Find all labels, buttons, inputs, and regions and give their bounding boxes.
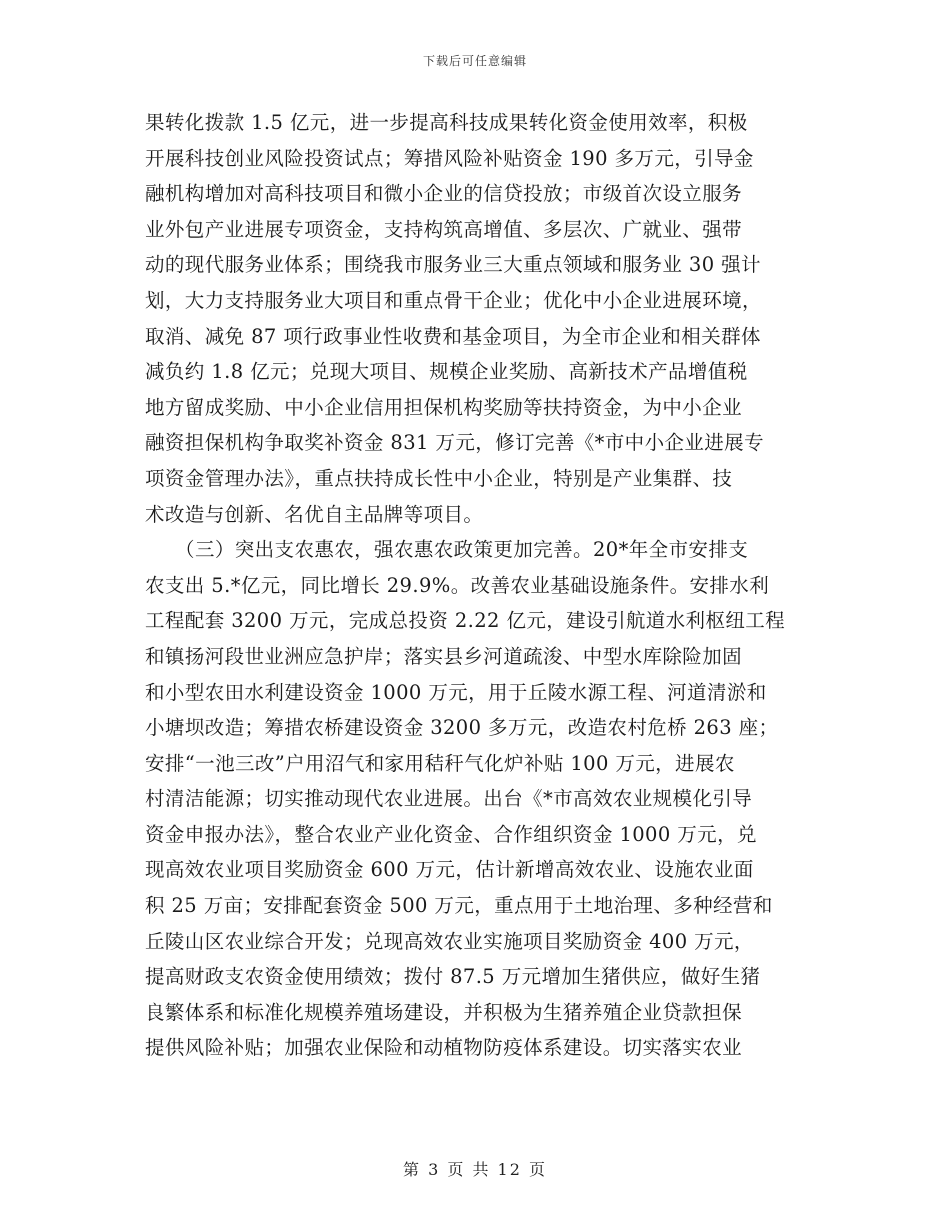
header-note: 下载后可任意编辑 [422, 54, 527, 68]
text-line: 划，大力支持服务业大项目和重点骨干企业；优化中小企业进展环境， [145, 288, 762, 312]
text-line: 项资金管理办法》，重点扶持成长性中小企业，特别是产业集群、技 [145, 466, 733, 490]
text-line: 良繁体系和标准化规模养殖场建设，并积极为生猪养殖企业贷款担保 [145, 1000, 743, 1024]
text-line: 丘陵山区农业综合开发；兑现高效农业实施项目奖励资金 400 万元， [145, 929, 754, 953]
text-line: （三）突出支农惠农，强农惠农政策更加完善。20*年全市安排支 [145, 538, 749, 562]
text-line: 果转化拨款 1.5 亿元，进一步提高科技成果转化资金使用效率，积极 [145, 111, 748, 134]
text-line: 农支出 5.*亿元，同比增长 29.9%。改善农业基础设施条件。安排水利 [145, 573, 770, 597]
text-line: 地方留成奖励、中小企业信用担保机构奖励等扶持资金，为中小企业 [145, 395, 743, 419]
text-line: 提供风险补贴；加强农业保险和动植物防疫体系建设。切实落实农业 [145, 1036, 743, 1060]
text-line: 提高财政支农资金使用绩效；拨付 87.5 万元增加生猪供应，做好生猪 [145, 965, 761, 989]
text-line: 动的现代服务业体系；围绕我市服务业三大重点领域和服务业 30 强计 [145, 253, 761, 277]
text-line: 资金申报办法》，整合农业产业化资金、合作组织资金 1000 万元，兑 [145, 822, 757, 846]
text-line: 取消、减免 87 项行政事业性收费和基金项目，为全市企业和相关群体 [145, 324, 761, 348]
text-line: 业外包产业进展专项资金，支持构筑高增值、多层次、广就业、强带 [145, 217, 743, 241]
text-line: 工程配套 3200 万元，完成总投资 2.22 亿元，建设引航道水利枢纽工程 [145, 609, 786, 633]
text-line: 术改造与创新、名优自主品牌等项目。 [145, 502, 484, 526]
text-line: 现高效农业项目奖励资金 600 万元，估计新增高效农业、设施农业面 [145, 858, 754, 882]
document-body [145, 105, 815, 1066]
text-line: 村清洁能源；切实推动现代农业进展。出台《*市高效农业规模化引导 [145, 787, 753, 811]
page-number: 第 3 页 共 12 页 [403, 1160, 547, 1179]
text-line: 积 25 万亩；安排配套资金 500 万元，重点用于土地治理、多种经营和 [145, 894, 773, 918]
text-line: 小塘坝改造；筹措农桥建设资金 3200 多万元，改造农村危桥 263 座； [145, 716, 779, 740]
text-line: 和镇扬河段世业洲应急护岸；落实县乡河道疏浚、中型水库除险加固 [145, 644, 743, 668]
text-line: 融机构增加对高科技项目和微小企业的信贷投放；市级首次设立服务 [145, 182, 743, 206]
text-line: 安排“一池三改”户用沼气和家用秸秆气化炉补贴 100 万元，进展农 [145, 751, 735, 775]
text-line: 融资担保机构争取奖补资金 831 万元，修订完善《*市中小企业进展专 [145, 431, 764, 455]
text-line: 减负约 1.8 亿元；兑现大项目、规模企业奖励、高新技术产品增值税 [145, 360, 748, 384]
text-line: 开展科技创业风险投资试点；筹措风险补贴资金 190 多万元，引导金 [145, 146, 754, 170]
text-line: 和小型农田水利建设资金 1000 万元，用于丘陵水源工程、河道清淤和 [145, 680, 767, 704]
